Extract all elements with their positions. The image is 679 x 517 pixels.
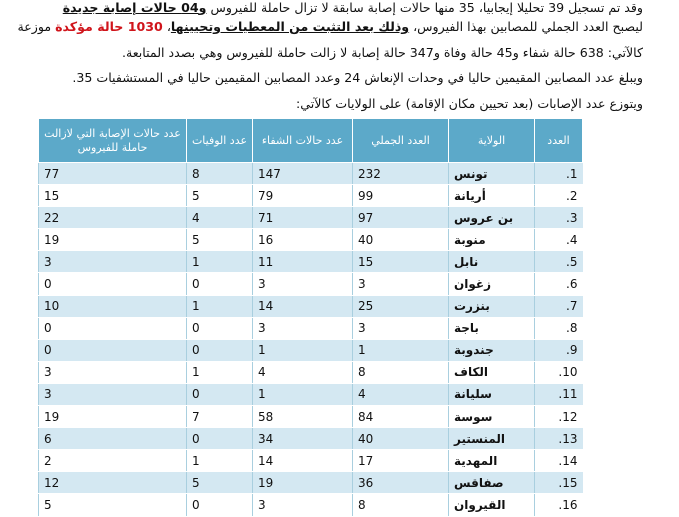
cell-index: 3. [535, 207, 583, 229]
cell-active: 19 [39, 406, 187, 428]
header-state: الولاية [449, 119, 535, 163]
table-row [39, 361, 583, 383]
cell-active: 2 [39, 450, 187, 472]
cell-index: 1. [535, 163, 583, 185]
cell-active: 0 [39, 339, 187, 361]
cell-deaths: 7 [187, 406, 253, 428]
cell-state: سليانة [449, 383, 535, 405]
cell-total: 8 [353, 494, 449, 516]
line2-confirmed-cases: 1030 حالة مؤكدة [55, 19, 163, 34]
cell-state: صفاقس [449, 472, 535, 494]
table-row [39, 472, 583, 494]
cell-state: الكاف [449, 361, 535, 383]
table-body [39, 163, 583, 517]
paragraph-line-2 [17, 19, 643, 35]
cell-total: 40 [353, 428, 449, 450]
cell-state: سوسة [449, 406, 535, 428]
cell-deaths: 0 [187, 317, 253, 339]
header-index: العدد [535, 119, 583, 163]
paragraph-line-1 [33, 0, 643, 16]
cell-index: 16. [535, 494, 583, 516]
cell-index: 13. [535, 428, 583, 450]
table-header-row [39, 119, 583, 163]
paragraph-line-5: ويتوزع عدد الإصابات (بعد تحيين مكان الإقامة) على الولايات كالآتي: [296, 96, 643, 111]
cell-recovered: 1 [253, 339, 353, 361]
cell-active: 0 [39, 317, 187, 339]
cell-index: 12. [535, 406, 583, 428]
cell-recovered: 71 [253, 207, 353, 229]
cell-index: 4. [535, 229, 583, 251]
cell-index: 7. [535, 295, 583, 317]
cell-deaths: 0 [187, 383, 253, 405]
cell-state: زغوان [449, 273, 535, 295]
table-row [39, 163, 583, 185]
cell-deaths: 5 [187, 185, 253, 207]
cell-total: 97 [353, 207, 449, 229]
cell-active: 22 [39, 207, 187, 229]
cell-active: 0 [39, 273, 187, 295]
paragraph-line-3: كالآتي: 638 حالة شفاء و45 حالة وفاة و347 حالة إصابة لا زالت حاملة للفيروس وهي بصدد المتابعة. [121, 45, 643, 60]
cell-total: 84 [353, 406, 449, 428]
cell-index: 15. [535, 472, 583, 494]
cell-total: 3 [353, 317, 449, 339]
header-recovered: عدد حالات الشفاء [253, 119, 353, 163]
cell-index: 14. [535, 450, 583, 472]
cell-index: 5. [535, 251, 583, 273]
cell-index: 2. [535, 185, 583, 207]
cell-state: جندوبة [449, 339, 535, 361]
table-row [39, 273, 583, 295]
cell-state: المنستير [449, 428, 535, 450]
paragraph-line-4: ويبلغ عدد المصابين المقيمين حاليا في وحدات الإنعاش 24 وعدد المصابين المقيمين حاليا في المستشفيات 35. [72, 70, 643, 85]
cell-state: أريانة [449, 185, 535, 207]
line1-text: وقد تم تسجيل 39 تحليلا إيجابيا، 35 منها حالات إصابة سابقة لا تزال حاملة للفيروس [206, 0, 643, 15]
cell-total: 99 [353, 185, 449, 207]
line2-tail: موزعة [17, 19, 56, 34]
cell-deaths: 1 [187, 450, 253, 472]
cell-deaths: 0 [187, 428, 253, 450]
cell-total: 40 [353, 229, 449, 251]
cell-deaths: 1 [187, 251, 253, 273]
header-deaths: عدد الوفيات [187, 119, 253, 163]
table-row [39, 185, 583, 207]
cell-state: بن عروس [449, 207, 535, 229]
cell-deaths: 0 [187, 494, 253, 516]
cell-state: منوبة [449, 229, 535, 251]
cell-active: 3 [39, 251, 187, 273]
line1-new-cases-highlight: و04 حالات إصابة جديدة [62, 0, 207, 15]
cell-deaths: 4 [187, 207, 253, 229]
table-row [39, 383, 583, 405]
header-total: العدد الجملي [353, 119, 449, 163]
line2-verification-highlight: وذلك بعد التثبت من المعطيات وتحيينها [170, 19, 410, 34]
cell-total: 25 [353, 295, 449, 317]
cell-state: نابل [449, 251, 535, 273]
table-row [39, 251, 583, 273]
cell-active: 19 [39, 229, 187, 251]
cell-index: 9. [535, 339, 583, 361]
cell-active: 6 [39, 428, 187, 450]
cell-total: 8 [353, 361, 449, 383]
table-row [39, 450, 583, 472]
cell-recovered: 79 [253, 185, 353, 207]
table-row [39, 406, 583, 428]
cell-deaths: 1 [187, 295, 253, 317]
cell-recovered: 1 [253, 383, 353, 405]
line2-text: ليصبح العدد الجملي للمصابين بهذا الفيروس، [409, 19, 643, 34]
cell-deaths: 0 [187, 339, 253, 361]
cell-total: 3 [353, 273, 449, 295]
cell-recovered: 16 [253, 229, 353, 251]
cell-active: 3 [39, 383, 187, 405]
cell-recovered: 14 [253, 450, 353, 472]
table-row [39, 229, 583, 251]
cell-index: 8. [535, 317, 583, 339]
cell-state: المهدية [449, 450, 535, 472]
table-row [39, 295, 583, 317]
cell-recovered: 58 [253, 406, 353, 428]
cell-index: 10. [535, 361, 583, 383]
cell-active: 10 [39, 295, 187, 317]
table-row [39, 339, 583, 361]
cell-active: 12 [39, 472, 187, 494]
cell-state: باجة [449, 317, 535, 339]
cell-recovered: 14 [253, 295, 353, 317]
cell-recovered: 3 [253, 494, 353, 516]
table-row [39, 494, 583, 516]
cell-deaths: 5 [187, 229, 253, 251]
cell-total: 232 [353, 163, 449, 185]
cell-recovered: 11 [253, 251, 353, 273]
cell-total: 1 [353, 339, 449, 361]
cell-state: بنزرت [449, 295, 535, 317]
header-active: عدد حالات الإصابة التي لازالت حاملة للفيروس [39, 119, 187, 163]
cell-active: 15 [39, 185, 187, 207]
cell-total: 15 [353, 251, 449, 273]
cell-active: 77 [39, 163, 187, 185]
cell-index: 6. [535, 273, 583, 295]
cell-active: 3 [39, 361, 187, 383]
line2-comma: ، [162, 19, 171, 34]
cell-state: القيروان [449, 494, 535, 516]
cell-recovered: 34 [253, 428, 353, 450]
cell-total: 4 [353, 383, 449, 405]
table-row [39, 207, 583, 229]
cell-total: 17 [353, 450, 449, 472]
cell-deaths: 1 [187, 361, 253, 383]
cell-state: تونس [449, 163, 535, 185]
cases-by-state-table [38, 118, 583, 517]
table-row [39, 428, 583, 450]
cell-recovered: 4 [253, 361, 353, 383]
table-row [39, 317, 583, 339]
cell-total: 36 [353, 472, 449, 494]
cell-recovered: 3 [253, 317, 353, 339]
cell-deaths: 5 [187, 472, 253, 494]
cell-recovered: 3 [253, 273, 353, 295]
cell-index: 11. [535, 383, 583, 405]
cell-deaths: 0 [187, 273, 253, 295]
cell-recovered: 19 [253, 472, 353, 494]
cell-recovered: 147 [253, 163, 353, 185]
cell-active: 5 [39, 494, 187, 516]
cell-deaths: 8 [187, 163, 253, 185]
